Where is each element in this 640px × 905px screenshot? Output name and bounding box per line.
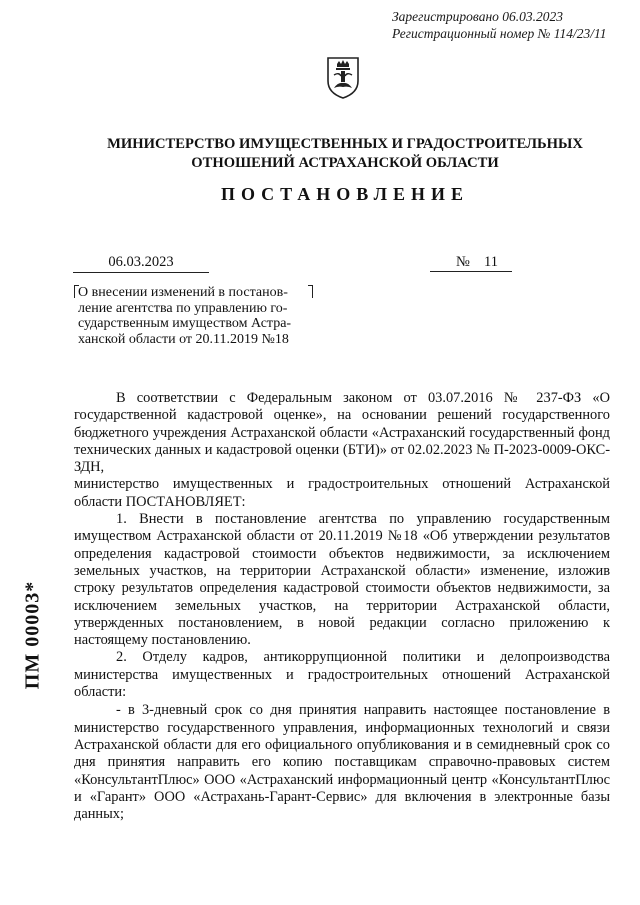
document-date: 06.03.2023 xyxy=(73,254,209,273)
side-stamp-text: ПМ 00003* xyxy=(21,580,44,690)
document-type-heading: ПОСТАНОВЛЕНИЕ xyxy=(220,184,470,204)
registration-stamp xyxy=(392,8,606,42)
coat-of-arms-icon xyxy=(326,55,360,99)
body-paragraph-legal-basis: В соответствии с Федеральным законом от 03.07.2016 № 237-ФЗ «О государственной кадастровой оценке», на основании решений государственного бюджетного учреждения Астраханской области «Астраханский государственный фонд технических данных и кадастровой оценки (БТИ)» от 02.02.2023 № П-2023-0009-ОКС-ЗДН, xyxy=(74,390,610,476)
subject-line: ление агентства по управлению го- xyxy=(78,300,288,316)
subject-line: сударственным имуществом Астра- xyxy=(78,316,292,331)
body-paragraph-item-2: 2. Отделу кадров, антикоррупционной политики и делопроизводства министерства имущественных и градостроительных отношений Астраханской области: xyxy=(74,649,610,701)
document-subject xyxy=(78,285,314,347)
ministry-name-line2: ОТНОШЕНИЙ АСТРАХАНСКОЙ ОБЛАСТИ xyxy=(191,155,499,171)
registration-date: Зарегистрировано 06.03.2023 xyxy=(392,9,564,24)
registration-number: Регистрационный номер № 114/23/11 xyxy=(392,26,607,41)
document-number: 11 xyxy=(484,254,498,270)
ministry-name-line1: МИНИСТЕРСТВО ИМУЩЕСТВЕННЫХ И ГРАДОСТРОИТЕЛЬНЫХ xyxy=(107,136,583,152)
body-paragraph-item-2-bullet: - в 3-дневный срок со дня принятия направить настоящее постановление в министерство государственного управления, информационных технологий и связи Астраханской области для его официального опубликования и в семидневный срок со дня принятия направить его копию поставщикам справочно-правовых систем «КонсультантПлюс» ООО «Астраханский информационный центр «КонсультантПлюс и «Гарант» ООО «Астрахань-Гарант-Сервис» для включения в электронные базы данных; xyxy=(74,702,610,823)
number-label: № xyxy=(456,254,470,270)
side-stamp xyxy=(14,575,52,695)
subject-line: О внесении изменений в постанов- xyxy=(78,285,288,300)
number-underline xyxy=(430,271,512,272)
ministry-name xyxy=(80,135,610,173)
document-body xyxy=(74,390,610,823)
body-paragraph-item-1: 1. Внести в постановление агентства по управлению государственным имуществом Астраханской области от 20.11.2019 №18 «Об утверждении результатов определения кадастровой стоимости объектов недвижимости, за исключением земельных участков, на территории Астраханской области» изменение, изложив строку результатов определения кадастровой стоимости объектов недвижимости, за исключением земельных участков, на территории Астраханской области, утвержденных постановлением, в новой редакции согласно приложению к настоящему постановлению. xyxy=(74,511,610,649)
body-paragraph-resolves: министерство имущественных и градостроительных отношений Астраханской области ПОСТАНОВЛЯЕТ: xyxy=(74,476,610,510)
subject-line: ханской области от 20.11.2019 №18 xyxy=(78,331,289,347)
